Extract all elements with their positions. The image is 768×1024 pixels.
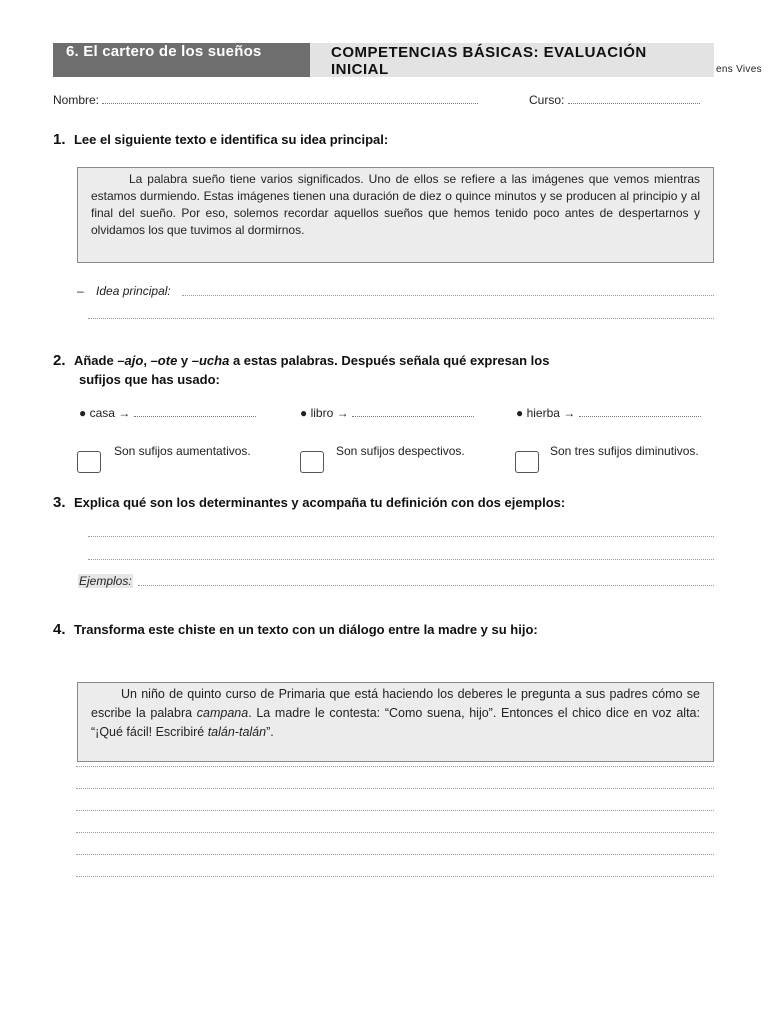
joke-answer: talán-talán xyxy=(207,725,267,739)
question-1-passage: La palabra sueño tiene varios significados. Uno de ellos se refiere a las imágenes que vemos mientras estamos durmiendo. Estas imágenes tienen una duración de diez o quince minutos y se producen al principio y al final del sueño. Por eso, solemos recordar aquellos sueños que hemos tenido poco antes de despertarnos y olvidamos los que tuvimos al dormirnos. xyxy=(77,167,714,263)
checkbox-augmentative[interactable] xyxy=(77,451,101,473)
question-3 xyxy=(53,494,565,512)
suffix-ote: –ote xyxy=(150,353,178,368)
suffix-ajo: –ajo xyxy=(117,353,144,368)
question-2-prompt xyxy=(74,353,549,368)
name-field xyxy=(53,93,478,107)
question-1-number: 1. xyxy=(53,131,66,148)
option-pejorative: Son sufijos despectivos. xyxy=(336,444,465,458)
question-2-prompt-continued: sufijos que has usado: xyxy=(79,372,220,387)
examples-label: Ejemplos: xyxy=(79,574,132,588)
word-casa-answer-line[interactable] xyxy=(134,416,256,417)
question-2 xyxy=(53,352,549,370)
word-item-hierba xyxy=(516,406,701,420)
definition-answer-line-1[interactable] xyxy=(88,536,714,537)
question-2-number: 2. xyxy=(53,352,66,369)
unit-title: 6. El cartero de los sueños xyxy=(53,43,310,77)
option-augmentative: Son sufijos aumentativos. xyxy=(114,444,251,458)
examples-answer-line[interactable] xyxy=(138,585,714,586)
option-diminutive: Son tres sufijos diminutivos. xyxy=(550,444,699,458)
joke-text-c: ”. xyxy=(266,725,274,739)
section-title xyxy=(310,43,714,77)
question-1 xyxy=(53,131,388,149)
word-hierba: ● hierba → xyxy=(516,406,576,420)
name-answer-line[interactable] xyxy=(102,103,478,104)
section-title-line1: COMPETENCIAS BÁSICAS: EVALUACIÓN xyxy=(331,44,647,61)
prompt-part-a: Añade xyxy=(73,353,118,368)
dialogue-answer-line-2[interactable] xyxy=(76,788,714,789)
question-4-prompt: Transforma este chiste en un texto con un diálogo entre la madre y su hijo: xyxy=(73,622,538,637)
question-4-joke xyxy=(77,682,714,762)
section-title-line2: INICIAL xyxy=(331,61,389,78)
question-4 xyxy=(53,621,538,639)
dash-mark: – xyxy=(77,284,84,298)
publisher-label: ens Vives xyxy=(716,64,762,75)
word-libro-answer-line[interactable] xyxy=(352,416,474,417)
question-1-prompt: Lee el siguiente texto e identifica su idea principal: xyxy=(73,132,389,147)
question-4-number: 4. xyxy=(53,621,66,638)
word-item-casa xyxy=(79,406,256,420)
dialogue-answer-line-5[interactable] xyxy=(76,854,714,855)
prompt-comma: , xyxy=(143,353,151,368)
prompt-and: y xyxy=(177,353,192,368)
question-3-number: 3. xyxy=(53,494,66,511)
main-idea-label-row xyxy=(77,284,171,298)
joke-text-b: . La madre le contesta: “Como suena, hijo”. Entonces el chico dice en voz alta: “¡Qué fácil! Escribiré xyxy=(91,706,700,739)
checkbox-pejorative[interactable] xyxy=(300,451,324,473)
main-idea-label: Idea principal: xyxy=(96,284,171,298)
joke-word: campana xyxy=(196,706,249,720)
course-field xyxy=(529,93,700,107)
word-hierba-answer-line[interactable] xyxy=(579,416,701,417)
checkbox-diminutive[interactable] xyxy=(515,451,539,473)
course-label: Curso: xyxy=(529,93,565,107)
word-item-libro xyxy=(300,406,474,420)
joke-text-a: Un niño de quinto curso de Primaria que está haciendo los deberes le pregunta a sus padres cómo se escribe la palabra xyxy=(91,687,700,720)
dialogue-answer-line-4[interactable] xyxy=(76,832,714,833)
main-idea-answer-line-2[interactable] xyxy=(88,318,714,319)
main-idea-answer-line-1[interactable] xyxy=(182,295,714,296)
course-answer-line[interactable] xyxy=(568,103,700,104)
question-3-prompt: Explica qué son los determinantes y acompaña tu definición con dos ejemplos: xyxy=(73,495,566,510)
dialogue-answer-line-6[interactable] xyxy=(76,876,714,877)
definition-answer-line-2[interactable] xyxy=(88,559,714,560)
dialogue-answer-line-3[interactable] xyxy=(76,810,714,811)
word-libro: ● libro → xyxy=(300,406,349,420)
prompt-part-b: a estas palabras. Después señala qué expresan los xyxy=(229,353,550,368)
dialogue-answer-line-1[interactable] xyxy=(76,766,714,767)
name-label: Nombre: xyxy=(53,93,100,107)
word-casa: ● casa → xyxy=(79,406,131,420)
suffix-ucha: –ucha xyxy=(191,353,230,368)
